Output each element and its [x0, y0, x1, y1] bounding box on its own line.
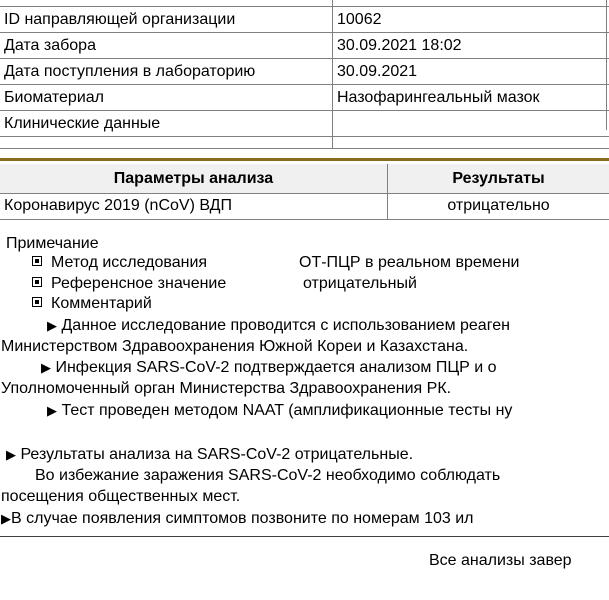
reference-item — [32, 274, 226, 294]
info-label: Дата забора — [4, 37, 96, 54]
info-row — [0, 85, 609, 110]
note-paragraph — [47, 401, 512, 421]
grid-line — [0, 219, 609, 220]
grid-line — [0, 58, 609, 59]
info-row — [0, 59, 609, 84]
note-text: Результаты анализа на SARS-CoV-2 отрицательные. — [20, 446, 414, 463]
header-params: Параметры анализа — [113, 170, 274, 187]
note-text: Тест проведен методом NAAT (амплификационные тесты ну — [61, 402, 513, 419]
note-text: Уполномоченный орган Министерства Здравоохранения РК. — [1, 380, 452, 397]
info-value: 10062 — [337, 11, 382, 28]
info-row — [0, 111, 609, 136]
note-text: Во избежание заражения SARS-CoV-2 необходимо соблюдать — [35, 467, 501, 484]
info-row — [0, 33, 609, 58]
note-text: Министерством Здравоохранения Южной Кореи и Казахстана. — [1, 338, 469, 355]
header-results: Результаты — [452, 170, 545, 187]
method-item — [32, 253, 207, 273]
reference-value: отрицательный — [303, 275, 417, 292]
info-value — [337, 111, 607, 136]
notes-bottom-border — [0, 536, 609, 537]
triangle-bullet-icon: ▶ — [6, 447, 16, 462]
result-value: отрицательно — [447, 197, 550, 214]
comment-item — [32, 294, 152, 314]
info-value: Назофарингеальный мазок — [337, 89, 540, 106]
comment-label: Комментарий — [51, 295, 152, 312]
reference-label: Референсное значение — [51, 275, 227, 292]
triangle-bullet-icon: ▶ — [1, 511, 11, 526]
checkbox-filled-icon — [32, 297, 42, 307]
info-label: Дата поступления в лабораторию — [4, 63, 256, 80]
triangle-bullet-icon: ▶ — [47, 318, 57, 333]
triangle-bullet-icon: ▶ — [47, 403, 57, 418]
result-param: Коронавирус 2019 (nCoV) ВДП — [4, 197, 232, 214]
method-label: Метод исследования — [51, 254, 208, 271]
note-text: Инфекция SARS-CoV-2 подтверждается анализом ПЦР и о — [55, 359, 497, 376]
note-paragraph — [1, 509, 474, 529]
grid-line — [0, 84, 609, 85]
footer-text: Все анализы завер — [429, 552, 572, 569]
grid-line — [0, 32, 609, 33]
info-label: Клинические данные — [4, 115, 161, 132]
checkbox-filled-icon — [32, 256, 42, 266]
grid-line — [332, 0, 333, 149]
info-label: Биоматериал — [4, 89, 104, 106]
grid-line — [606, 0, 607, 130]
grid-line — [0, 136, 609, 137]
note-text: посещения общественных мест. — [1, 488, 241, 505]
notes-title: Примечание — [6, 235, 99, 252]
grid-line — [0, 110, 609, 111]
note-text: Данное исследование проводится с использованием реаген — [61, 317, 510, 334]
info-row — [0, 7, 609, 32]
method-value: ОТ-ПЦР в реальном времени — [299, 254, 520, 271]
info-value: 30.09.2021 — [337, 63, 418, 80]
triangle-bullet-icon: ▶ — [41, 360, 51, 375]
note-paragraph — [6, 445, 413, 465]
checkbox-filled-icon — [32, 277, 42, 287]
note-paragraph — [41, 358, 497, 378]
note-text: В случае появления симптомов позвоните по номерам 103 ил — [11, 510, 474, 527]
info-label: ID направляющей организации — [4, 11, 236, 28]
grid-line — [0, 148, 609, 149]
note-paragraph — [47, 316, 510, 336]
info-value: 30.09.2021 18:02 — [337, 37, 462, 54]
section-rule — [0, 158, 609, 161]
grid-line — [0, 193, 609, 194]
